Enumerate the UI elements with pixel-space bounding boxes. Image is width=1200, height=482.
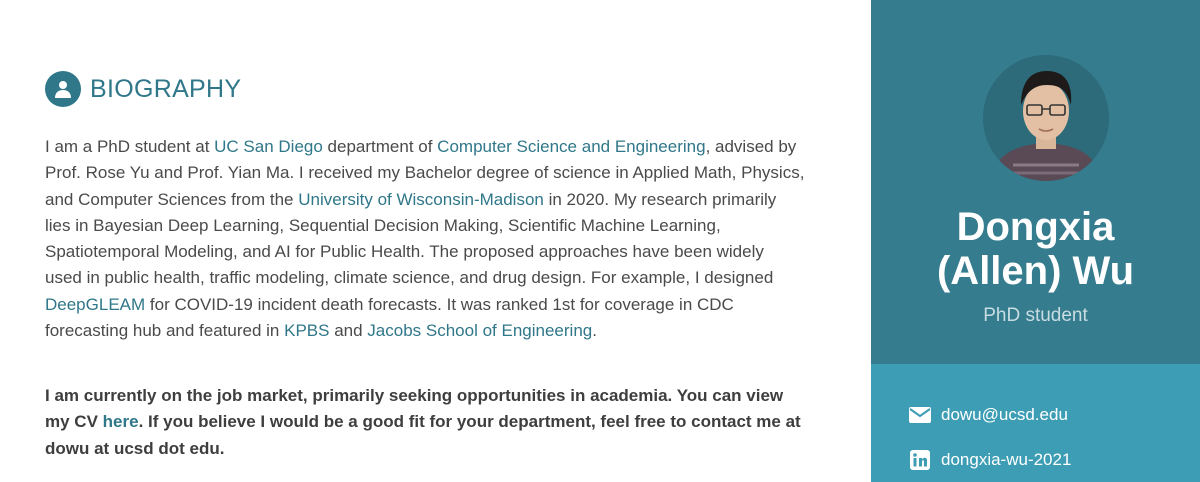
user-icon [45,71,81,107]
link-jacobs-school[interactable]: Jacobs School of Engineering [367,321,593,341]
link-uw-madison[interactable]: University of Wisconsin-Madison [298,189,544,209]
linkedin-icon [908,448,932,472]
profile-sidebar [871,0,1200,482]
bio-text-7: . [592,321,597,341]
link-uc-san-diego[interactable]: UC San Diego [214,137,323,156]
contact-linkedin[interactable] [908,448,1071,472]
profile-name [871,205,1200,293]
bio-text-5: for COVID-19 incident death forecasts. It was ranked 1st for coverage in CDC forecasting hub and featured in [45,294,734,341]
profile-name-line-2: (Allen) Wu [936,249,1134,293]
bio-text-2: department of [322,137,438,156]
link-kpbs[interactable]: KPBS [284,321,330,341]
avatar [983,55,1109,181]
linkedin-handle[interactable]: dongxia-wu-2021 [941,450,1072,469]
notice-text-2: . If you believe I would be a good fit for your department, feel free to contact me at dowu at ucsd dot edu. [45,412,801,458]
envelope-icon [908,403,932,427]
link-cse-department[interactable]: Computer Science and Engineering [437,137,706,156]
bio-text-6: and [329,321,368,341]
bio-text-1: I am a PhD student at [45,137,215,156]
bio-text-4: in 2020. My research primarily lies in Bayesian Deep Learning, Sequential Decision Making, Scientific Machine Learning, Spatiotemporal Modeling, and AI for Public Health. The proposed approaches have been widely used in public health, traffic modeling, climate science, and drug design. For example, I designed [45,189,777,288]
section-title: BIOGRAPHY [90,74,242,103]
biography-text [45,134,805,344]
notice-text-1: I am currently on the job market, primarily seeking opportunities in academia. You can view my CV [45,386,784,432]
contact-email[interactable] [908,403,1068,427]
section-header [45,71,241,107]
profile-name-line-1: Dongxia [956,205,1115,249]
bio-text-3: , advised by Prof. Rose Yu and Prof. Yian Ma. I received my Bachelor degree of science in Applied Math, Physics, and Computer Sciences from the [45,137,805,209]
email-address[interactable]: dowu@ucsd.edu [941,405,1068,424]
link-deepgleam[interactable]: DeepGLEAM [45,294,146,314]
profile-role: PhD student [983,305,1088,326]
link-cv[interactable]: here [102,412,139,432]
job-market-notice [45,383,805,462]
